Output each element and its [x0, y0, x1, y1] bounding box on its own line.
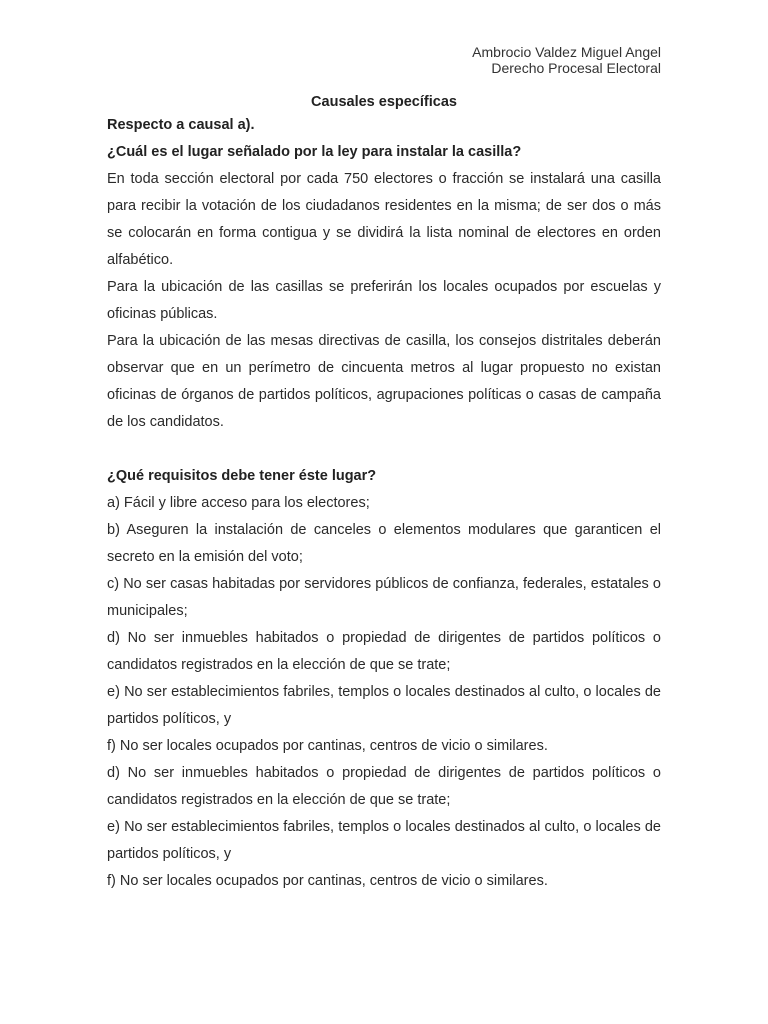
- requirement-item: a) Fácil y libre acceso para los electores;: [107, 495, 370, 511]
- requirement-item: d) No ser inmuebles habitados o propiedad de dirigentes de partidos políticos o candidatos registrados en la elección de que se trate;: [107, 630, 661, 673]
- paragraph: Para la ubicación de las mesas directivas de casilla, los consejos distritales deberán observar que en un perímetro de cincuenta metros al lugar propuesto no existan oficinas de órganos de partidos políticos, agrupaciones políticas o casas de campaña de los candidatos.: [107, 333, 661, 430]
- author-name: Ambrocio Valdez Miguel Angel: [472, 44, 661, 60]
- document-title: Causales específicas: [311, 94, 457, 110]
- requirement-item: e) No ser establecimientos fabriles, templos o locales destinados al culto, o locales de partidos políticos, y: [107, 819, 661, 862]
- question-location: ¿Cuál es el lugar señalado por la ley para instalar la casilla?: [107, 144, 522, 160]
- requirement-item: b) Aseguren la instalación de canceles o elementos modulares que garanticen el secreto en la emisión del voto;: [107, 522, 661, 565]
- paragraph: En toda sección electoral por cada 750 electores o fracción se instalará una casilla para recibir la votación de los ciudadanos residentes en la misma; de ser dos o más se colocarán en forma contigua y se dividirá la lista nominal de electores en orden alfabético.: [107, 171, 661, 268]
- paragraph: Para la ubicación de las casillas se preferirán los locales ocupados por escuelas y oficinas públicas.: [107, 279, 661, 322]
- course-name: Derecho Procesal Electoral: [491, 60, 661, 76]
- requirement-item: f) No ser locales ocupados por cantinas, centros de vicio o similares.: [107, 873, 548, 889]
- requirement-item: d) No ser inmuebles habitados o propiedad de dirigentes de partidos políticos o candidatos registrados en la elección de que se trate;: [107, 765, 661, 808]
- document-body: [107, 112, 661, 895]
- requirement-item: f) No ser locales ocupados por cantinas, centros de vicio o similares.: [107, 738, 548, 754]
- question-requirements: ¿Qué requisitos debe tener éste lugar?: [107, 468, 377, 484]
- blank-line: [107, 436, 661, 463]
- document-header: [107, 44, 661, 76]
- document-page: [107, 44, 661, 895]
- requirement-item: e) No ser establecimientos fabriles, templos o locales destinados al culto, o locales de partidos políticos, y: [107, 684, 661, 727]
- requirement-item: c) No ser casas habitadas por servidores públicos de confianza, federales, estatales o municipales;: [107, 576, 661, 619]
- section-heading: Respecto a causal a).: [107, 117, 255, 133]
